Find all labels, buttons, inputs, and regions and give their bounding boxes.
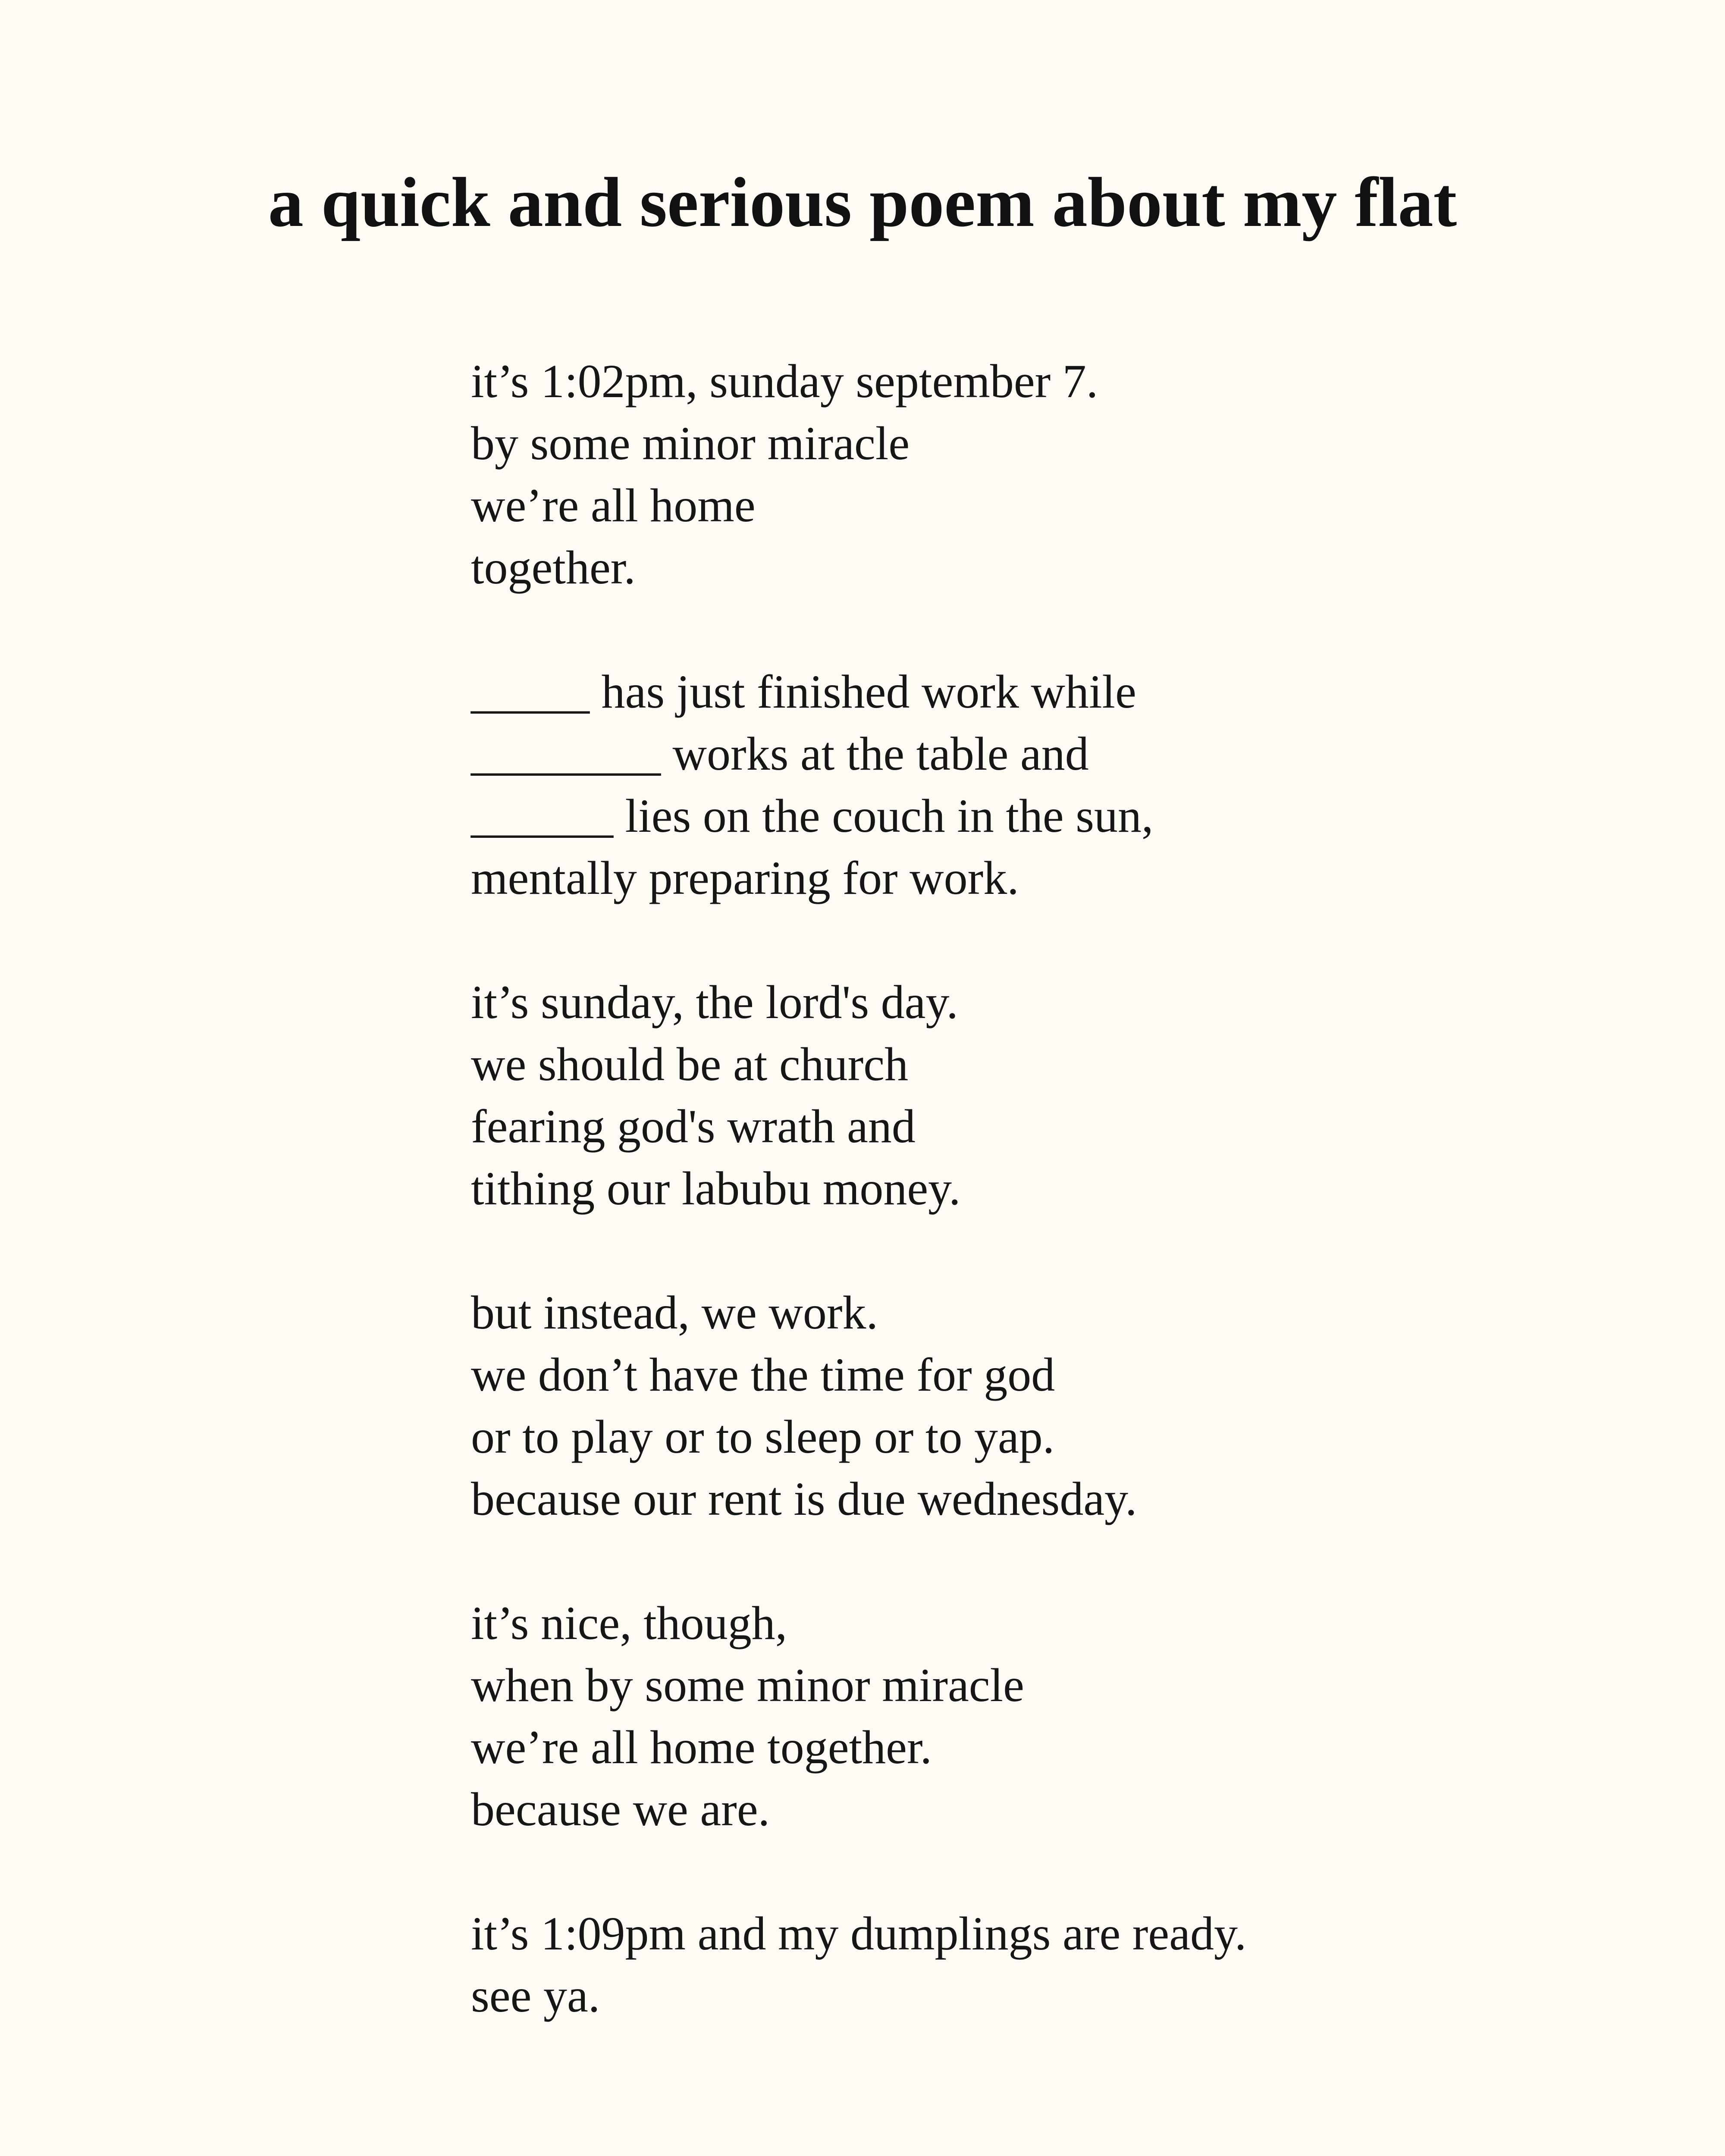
poem-line: ________ works at the table and [471, 727, 1089, 780]
stanza-2 [471, 661, 1592, 909]
poem-line: it’s nice, though, [471, 1597, 787, 1649]
poem-line: or to play or to sleep or to yap. [471, 1410, 1055, 1463]
poem-line: it’s sunday, the lord's day. [471, 976, 958, 1028]
poem-line: because our rent is due wednesday. [471, 1473, 1137, 1525]
poem-line: but instead, we work. [471, 1286, 878, 1339]
stanza-3 [471, 971, 1592, 1219]
poem-title: a quick and serious poem about my flat [268, 163, 1457, 241]
poem-line: because we are. [471, 1783, 770, 1836]
poem-line: mentally preparing for work. [471, 852, 1019, 904]
poem-line: we should be at church [471, 1038, 909, 1091]
poem-line: ______ lies on the couch in the sun, [471, 790, 1154, 842]
poem-line: it’s 1:09pm and my dumplings are ready. [471, 1907, 1247, 1960]
stanza-6 [471, 1902, 1592, 2027]
poem-line: when by some minor miracle [471, 1659, 1024, 1711]
poem-line: we don’t have the time for god [471, 1348, 1055, 1401]
stanza-5 [471, 1592, 1592, 1840]
poem-line: _____ has just finished work while [471, 665, 1136, 718]
poem-line: see ya. [471, 1969, 600, 2022]
poem-line: by some minor miracle [471, 417, 910, 470]
poem-body [471, 350, 1592, 2027]
poem-line: tithing our labubu money. [471, 1162, 961, 1215]
poem-line: fearing god's wrath and [471, 1100, 916, 1153]
stanza-1 [471, 350, 1592, 599]
poem-line: together. [471, 541, 636, 594]
poem-line: we’re all home together. [471, 1721, 932, 1774]
stanza-4 [471, 1282, 1592, 1530]
poem-line: we’re all home [471, 479, 756, 532]
poem-line: it’s 1:02pm, sunday september 7. [471, 355, 1098, 407]
